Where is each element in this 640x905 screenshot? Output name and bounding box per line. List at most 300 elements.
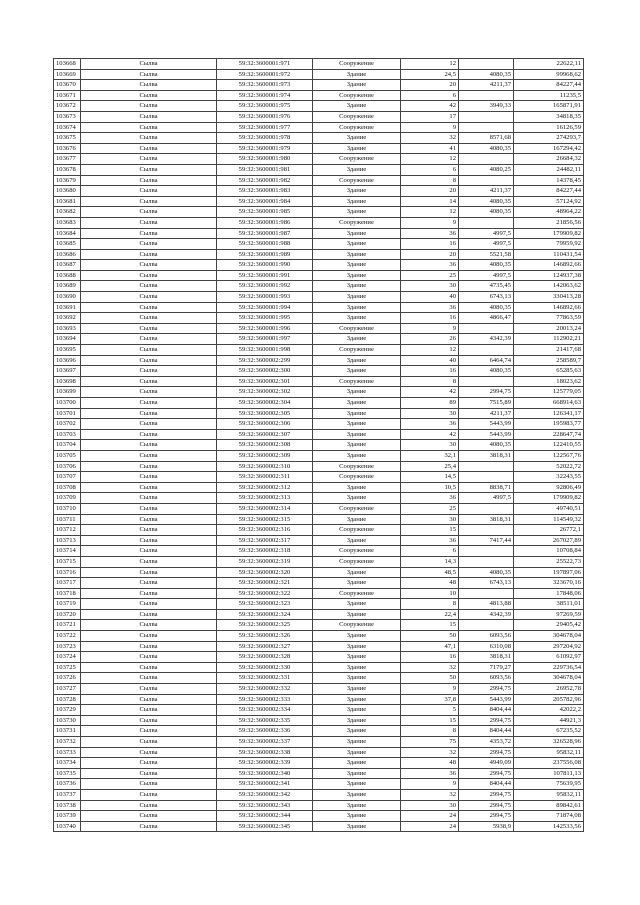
area-cell: 16 — [401, 313, 459, 324]
cadastral-number-cell: 59:32:3600001:971 — [217, 59, 313, 70]
unit-price-cell: 4080,35 — [459, 366, 514, 377]
cadastral-number-cell: 59:32:3600002:314 — [217, 503, 313, 514]
row-number-cell: 103672 — [54, 101, 81, 112]
table-row — [54, 387, 584, 398]
cadastral-number-cell: 59:32:3600001:975 — [217, 101, 313, 112]
area-cell: 14,5 — [401, 472, 459, 483]
object-type-cell: Здание — [313, 387, 401, 398]
object-type-cell: Здание — [313, 535, 401, 546]
object-type-cell: Здание — [313, 641, 401, 652]
cadastral-number-cell: 59:32:3600002:304 — [217, 398, 313, 409]
object-type-cell: Здание — [313, 80, 401, 91]
cadastral-number-cell: 59:32:3600002:343 — [217, 800, 313, 811]
object-type-cell: Здание — [313, 747, 401, 758]
cadastral-value-cell: 21417,68 — [514, 345, 584, 356]
unit-price-cell: 4080,35 — [459, 69, 514, 80]
cadastral-number-cell: 59:32:3600001:984 — [217, 196, 313, 207]
area-cell: 30 — [401, 440, 459, 451]
locality-cell: Сылва — [81, 408, 217, 419]
table-row — [54, 281, 584, 292]
object-type-cell: Сооружение — [313, 345, 401, 356]
area-cell: 40 — [401, 355, 459, 366]
cadastral-value-cell: 124937,38 — [514, 270, 584, 281]
row-number-cell: 103740 — [54, 821, 81, 832]
row-number-cell: 103706 — [54, 461, 81, 472]
table-body — [54, 59, 584, 832]
area-cell: 24 — [401, 821, 459, 832]
area-cell: 25,4 — [401, 461, 459, 472]
cadastral-value-cell: 668914,63 — [514, 398, 584, 409]
object-type-cell: Здание — [313, 450, 401, 461]
object-type-cell: Сооружение — [313, 154, 401, 165]
area-cell: 32 — [401, 133, 459, 144]
cadastral-value-cell: 228647,74 — [514, 429, 584, 440]
area-cell: 8 — [401, 376, 459, 387]
table-row — [54, 366, 584, 377]
table-row — [54, 302, 584, 313]
unit-price-cell: 2994,75 — [459, 800, 514, 811]
table-row — [54, 503, 584, 514]
table-row — [54, 556, 584, 567]
area-cell: 48 — [401, 578, 459, 589]
area-cell: 9 — [401, 323, 459, 334]
table-row — [54, 535, 584, 546]
row-number-cell: 103721 — [54, 620, 81, 631]
cadastral-number-cell: 59:32:3600001:982 — [217, 175, 313, 186]
row-number-cell: 103684 — [54, 228, 81, 239]
row-number-cell: 103724 — [54, 652, 81, 663]
locality-cell: Сылва — [81, 111, 217, 122]
row-number-cell: 103735 — [54, 768, 81, 779]
object-type-cell: Сооружение — [313, 472, 401, 483]
cadastral-number-cell: 59:32:3600001:981 — [217, 164, 313, 175]
locality-cell: Сылва — [81, 768, 217, 779]
object-type-cell: Сооружение — [313, 376, 401, 387]
cadastral-number-cell: 59:32:3600002:328 — [217, 652, 313, 663]
locality-cell: Сылва — [81, 398, 217, 409]
cadastral-number-cell: 59:32:3600001:994 — [217, 302, 313, 313]
cadastral-number-cell: 59:32:3600002:342 — [217, 789, 313, 800]
locality-cell: Сылва — [81, 472, 217, 483]
object-type-cell: Здание — [313, 609, 401, 620]
unit-price-cell: 4342,39 — [459, 334, 514, 345]
object-type-cell: Сооружение — [313, 217, 401, 228]
unit-price-cell: 3818,31 — [459, 514, 514, 525]
locality-cell: Сылва — [81, 207, 217, 218]
unit-price-cell: 4997,5 — [459, 228, 514, 239]
table-row — [54, 609, 584, 620]
table-row — [54, 59, 584, 70]
object-type-cell: Здание — [313, 821, 401, 832]
object-type-cell: Здание — [313, 281, 401, 292]
row-number-cell: 103690 — [54, 292, 81, 303]
area-cell: 32,1 — [401, 450, 459, 461]
unit-price-cell — [459, 217, 514, 228]
table-row — [54, 758, 584, 769]
cadastral-value-cell: 122410,55 — [514, 440, 584, 451]
locality-cell: Сылва — [81, 715, 217, 726]
table-row — [54, 323, 584, 334]
table-row — [54, 398, 584, 409]
row-number-cell: 103715 — [54, 556, 81, 567]
cadastral-number-cell: 59:32:3600002:327 — [217, 641, 313, 652]
cadastral-number-cell: 59:32:3600002:310 — [217, 461, 313, 472]
cadastral-value-cell: 42022,2 — [514, 705, 584, 716]
cadastral-value-cell: 77863,59 — [514, 313, 584, 324]
cadastral-value-cell: 92806,49 — [514, 482, 584, 493]
cadastral-value-cell: 258589,7 — [514, 355, 584, 366]
unit-price-cell — [459, 59, 514, 70]
object-type-cell: Здание — [313, 726, 401, 737]
locality-cell: Сылва — [81, 313, 217, 324]
object-type-cell: Сооружение — [313, 503, 401, 514]
cadastral-number-cell: 59:32:3600002:301 — [217, 376, 313, 387]
object-type-cell: Сооружение — [313, 525, 401, 536]
cadastral-number-cell: 59:32:3600002:339 — [217, 758, 313, 769]
table-row — [54, 270, 584, 281]
row-number-cell: 103713 — [54, 535, 81, 546]
object-type-cell: Сооружение — [313, 90, 401, 101]
cadastral-number-cell: 59:32:3600002:340 — [217, 768, 313, 779]
cadastral-number-cell: 59:32:3600002:324 — [217, 609, 313, 620]
locality-cell: Сылва — [81, 493, 217, 504]
row-number-cell: 103676 — [54, 143, 81, 154]
cadastral-value-cell: 32243,55 — [514, 472, 584, 483]
table-row — [54, 450, 584, 461]
unit-price-cell — [459, 345, 514, 356]
locality-cell: Сылва — [81, 588, 217, 599]
object-type-cell: Сооружение — [313, 111, 401, 122]
cadastral-number-cell: 59:32:3600002:319 — [217, 556, 313, 567]
row-number-cell: 103698 — [54, 376, 81, 387]
locality-cell: Сылва — [81, 737, 217, 748]
locality-cell: Сылва — [81, 556, 217, 567]
property-register-table — [53, 58, 584, 832]
table-row — [54, 747, 584, 758]
unit-price-cell — [459, 525, 514, 536]
unit-price-cell: 4211,37 — [459, 186, 514, 197]
row-number-cell: 103717 — [54, 578, 81, 589]
row-number-cell: 103688 — [54, 270, 81, 281]
table-row — [54, 673, 584, 684]
unit-price-cell — [459, 472, 514, 483]
object-type-cell: Здание — [313, 429, 401, 440]
cadastral-value-cell: 26684,32 — [514, 154, 584, 165]
area-cell: 6 — [401, 164, 459, 175]
unit-price-cell — [459, 556, 514, 567]
object-type-cell: Сооружение — [313, 461, 401, 472]
row-number-cell: 103711 — [54, 514, 81, 525]
cadastral-number-cell: 59:32:3600002:326 — [217, 631, 313, 642]
cadastral-value-cell: 95832,11 — [514, 789, 584, 800]
locality-cell: Сылва — [81, 376, 217, 387]
table-row — [54, 662, 584, 673]
row-number-cell: 103737 — [54, 789, 81, 800]
cadastral-number-cell: 59:32:3600001:973 — [217, 80, 313, 91]
area-cell: 42 — [401, 387, 459, 398]
unit-price-cell: 8571,68 — [459, 133, 514, 144]
object-type-cell: Здание — [313, 482, 401, 493]
locality-cell: Сылва — [81, 90, 217, 101]
cadastral-number-cell: 59:32:3600002:320 — [217, 567, 313, 578]
area-cell: 24 — [401, 811, 459, 822]
object-type-cell: Здание — [313, 694, 401, 705]
object-type-cell: Здание — [313, 662, 401, 673]
locality-cell: Сылва — [81, 387, 217, 398]
unit-price-cell: 8404,44 — [459, 726, 514, 737]
table-row — [54, 737, 584, 748]
unit-price-cell: 7515,89 — [459, 398, 514, 409]
unit-price-cell: 4080,25 — [459, 164, 514, 175]
cadastral-value-cell: 14378,45 — [514, 175, 584, 186]
table-row — [54, 705, 584, 716]
object-type-cell: Сооружение — [313, 122, 401, 133]
area-cell: 40 — [401, 292, 459, 303]
area-cell: 14 — [401, 196, 459, 207]
object-type-cell: Здание — [313, 684, 401, 695]
locality-cell: Сылва — [81, 59, 217, 70]
cadastral-value-cell: 25522,73 — [514, 556, 584, 567]
area-cell: 50 — [401, 673, 459, 684]
cadastral-value-cell: 297204,92 — [514, 641, 584, 652]
unit-price-cell — [459, 175, 514, 186]
unit-price-cell: 4353,72 — [459, 737, 514, 748]
cadastral-number-cell: 59:32:3600002:333 — [217, 694, 313, 705]
locality-cell: Сылва — [81, 662, 217, 673]
row-number-cell: 103728 — [54, 694, 81, 705]
table-row — [54, 408, 584, 419]
area-cell: 75 — [401, 737, 459, 748]
table-row — [54, 546, 584, 557]
row-number-cell: 103712 — [54, 525, 81, 536]
cadastral-value-cell: 179909,82 — [514, 493, 584, 504]
table-row — [54, 419, 584, 430]
table-row — [54, 641, 584, 652]
unit-price-cell: 2994,75 — [459, 684, 514, 695]
area-cell: 5 — [401, 705, 459, 716]
cadastral-number-cell: 59:32:3600001:997 — [217, 334, 313, 345]
locality-cell: Сылва — [81, 217, 217, 228]
unit-price-cell — [459, 90, 514, 101]
unit-price-cell: 2994,75 — [459, 715, 514, 726]
area-cell: 36 — [401, 493, 459, 504]
cadastral-value-cell: 20013,24 — [514, 323, 584, 334]
object-type-cell: Здание — [313, 800, 401, 811]
area-cell: 32 — [401, 662, 459, 673]
row-number-cell: 103696 — [54, 355, 81, 366]
locality-cell: Сылва — [81, 609, 217, 620]
cadastral-number-cell: 59:32:3600001:978 — [217, 133, 313, 144]
area-cell: 17 — [401, 111, 459, 122]
cadastral-number-cell: 59:32:3600002:307 — [217, 429, 313, 440]
table-row — [54, 345, 584, 356]
locality-cell: Сылва — [81, 620, 217, 631]
row-number-cell: 103718 — [54, 588, 81, 599]
area-cell: 36 — [401, 228, 459, 239]
table-row — [54, 482, 584, 493]
unit-price-cell: 4080,35 — [459, 207, 514, 218]
cadastral-value-cell: 97269,59 — [514, 609, 584, 620]
cadastral-value-cell: 24482,11 — [514, 164, 584, 175]
area-cell: 20 — [401, 80, 459, 91]
table-row — [54, 631, 584, 642]
row-number-cell: 103685 — [54, 239, 81, 250]
cadastral-value-cell: 34818,35 — [514, 111, 584, 122]
cadastral-value-cell: 48964,22 — [514, 207, 584, 218]
unit-price-cell: 4866,47 — [459, 313, 514, 324]
table-row — [54, 207, 584, 218]
unit-price-cell: 4997,5 — [459, 493, 514, 504]
row-number-cell: 103681 — [54, 196, 81, 207]
cadastral-value-cell: 38511,01 — [514, 599, 584, 610]
object-type-cell: Здание — [313, 164, 401, 175]
area-cell: 48 — [401, 758, 459, 769]
unit-price-cell: 6310,08 — [459, 641, 514, 652]
object-type-cell: Здание — [313, 789, 401, 800]
object-type-cell: Здание — [313, 673, 401, 684]
cadastral-number-cell: 59:32:3600002:318 — [217, 546, 313, 557]
unit-price-cell: 5443,99 — [459, 419, 514, 430]
table-row — [54, 567, 584, 578]
cadastral-value-cell: 61092,97 — [514, 652, 584, 663]
unit-price-cell: 4997,5 — [459, 270, 514, 281]
row-number-cell: 103704 — [54, 440, 81, 451]
unit-price-cell — [459, 323, 514, 334]
cadastral-number-cell: 59:32:3600002:331 — [217, 673, 313, 684]
cadastral-value-cell: 65285,63 — [514, 366, 584, 377]
row-number-cell: 103674 — [54, 122, 81, 133]
row-number-cell: 103716 — [54, 567, 81, 578]
row-number-cell: 103693 — [54, 323, 81, 334]
area-cell: 36 — [401, 768, 459, 779]
table-row — [54, 599, 584, 610]
area-cell: 15 — [401, 715, 459, 726]
object-type-cell: Здание — [313, 514, 401, 525]
cadastral-value-cell: 84227,44 — [514, 80, 584, 91]
row-number-cell: 103738 — [54, 800, 81, 811]
row-number-cell: 103677 — [54, 154, 81, 165]
locality-cell: Сылва — [81, 514, 217, 525]
cadastral-number-cell: 59:32:3600002:302 — [217, 387, 313, 398]
table-row — [54, 779, 584, 790]
locality-cell: Сылва — [81, 186, 217, 197]
unit-price-cell: 4997,5 — [459, 239, 514, 250]
cadastral-value-cell: 26952,78 — [514, 684, 584, 695]
cadastral-value-cell: 71874,08 — [514, 811, 584, 822]
unit-price-cell: 4080,35 — [459, 440, 514, 451]
table-row — [54, 620, 584, 631]
area-cell: 47,1 — [401, 641, 459, 652]
object-type-cell: Сооружение — [313, 546, 401, 557]
locality-cell: Сылва — [81, 334, 217, 345]
cadastral-number-cell: 59:32:3600001:992 — [217, 281, 313, 292]
locality-cell: Сылва — [81, 631, 217, 642]
area-cell: 30 — [401, 514, 459, 525]
object-type-cell: Здание — [313, 69, 401, 80]
cadastral-value-cell: 114549,32 — [514, 514, 584, 525]
object-type-cell: Здание — [313, 758, 401, 769]
area-cell: 41 — [401, 143, 459, 154]
object-type-cell: Здание — [313, 578, 401, 589]
locality-cell: Сылва — [81, 503, 217, 514]
unit-price-cell: 6093,56 — [459, 631, 514, 642]
row-number-cell: 103701 — [54, 408, 81, 419]
area-cell: 16 — [401, 239, 459, 250]
row-number-cell: 103691 — [54, 302, 81, 313]
row-number-cell: 103694 — [54, 334, 81, 345]
locality-cell: Сылва — [81, 164, 217, 175]
unit-price-cell: 4735,45 — [459, 281, 514, 292]
area-cell: 9 — [401, 779, 459, 790]
cadastral-number-cell: 59:32:3600002:299 — [217, 355, 313, 366]
locality-cell: Сылва — [81, 302, 217, 313]
row-number-cell: 103708 — [54, 482, 81, 493]
row-number-cell: 103678 — [54, 164, 81, 175]
object-type-cell: Здание — [313, 419, 401, 430]
unit-price-cell: 5443,99 — [459, 694, 514, 705]
area-cell: 12 — [401, 345, 459, 356]
cadastral-value-cell: 112902,21 — [514, 334, 584, 345]
cadastral-number-cell: 59:32:3600002:337 — [217, 737, 313, 748]
row-number-cell: 103722 — [54, 631, 81, 642]
cadastral-number-cell: 59:32:3600002:330 — [217, 662, 313, 673]
cadastral-value-cell: 95832,11 — [514, 747, 584, 758]
row-number-cell: 103731 — [54, 726, 81, 737]
object-type-cell: Здание — [313, 313, 401, 324]
unit-price-cell: 8404,44 — [459, 705, 514, 716]
area-cell: 6 — [401, 546, 459, 557]
object-type-cell: Здание — [313, 260, 401, 271]
unit-price-cell: 4080,35 — [459, 143, 514, 154]
object-type-cell: Здание — [313, 737, 401, 748]
locality-cell: Сылва — [81, 673, 217, 684]
row-number-cell: 103703 — [54, 429, 81, 440]
locality-cell: Сылва — [81, 567, 217, 578]
area-cell: 25 — [401, 270, 459, 281]
locality-cell: Сылва — [81, 811, 217, 822]
table-row — [54, 239, 584, 250]
cadastral-number-cell: 59:32:3600002:306 — [217, 419, 313, 430]
table-row — [54, 789, 584, 800]
unit-price-cell: 5521,58 — [459, 249, 514, 260]
locality-cell: Сылва — [81, 345, 217, 356]
area-cell: 50 — [401, 631, 459, 642]
object-type-cell: Сооружение — [313, 323, 401, 334]
cadastral-value-cell: 142533,56 — [514, 821, 584, 832]
cadastral-number-cell: 59:32:3600002:316 — [217, 525, 313, 536]
locality-cell: Сылва — [81, 281, 217, 292]
row-number-cell: 103700 — [54, 398, 81, 409]
cadastral-value-cell: 57124,92 — [514, 196, 584, 207]
cadastral-number-cell: 59:32:3600002:315 — [217, 514, 313, 525]
cadastral-value-cell: 18023,62 — [514, 376, 584, 387]
locality-cell: Сылва — [81, 684, 217, 695]
cadastral-value-cell: 274293,7 — [514, 133, 584, 144]
locality-cell: Сылва — [81, 69, 217, 80]
row-number-cell: 103714 — [54, 546, 81, 557]
locality-cell: Сылва — [81, 122, 217, 133]
table-row — [54, 811, 584, 822]
object-type-cell: Здание — [313, 186, 401, 197]
object-type-cell: Здание — [313, 398, 401, 409]
cadastral-value-cell: 323670,16 — [514, 578, 584, 589]
object-type-cell: Здание — [313, 196, 401, 207]
cadastral-number-cell: 59:32:3600002:345 — [217, 821, 313, 832]
locality-cell: Сылва — [81, 196, 217, 207]
cadastral-number-cell: 59:32:3600001:991 — [217, 270, 313, 281]
row-number-cell: 103726 — [54, 673, 81, 684]
table-row — [54, 133, 584, 144]
